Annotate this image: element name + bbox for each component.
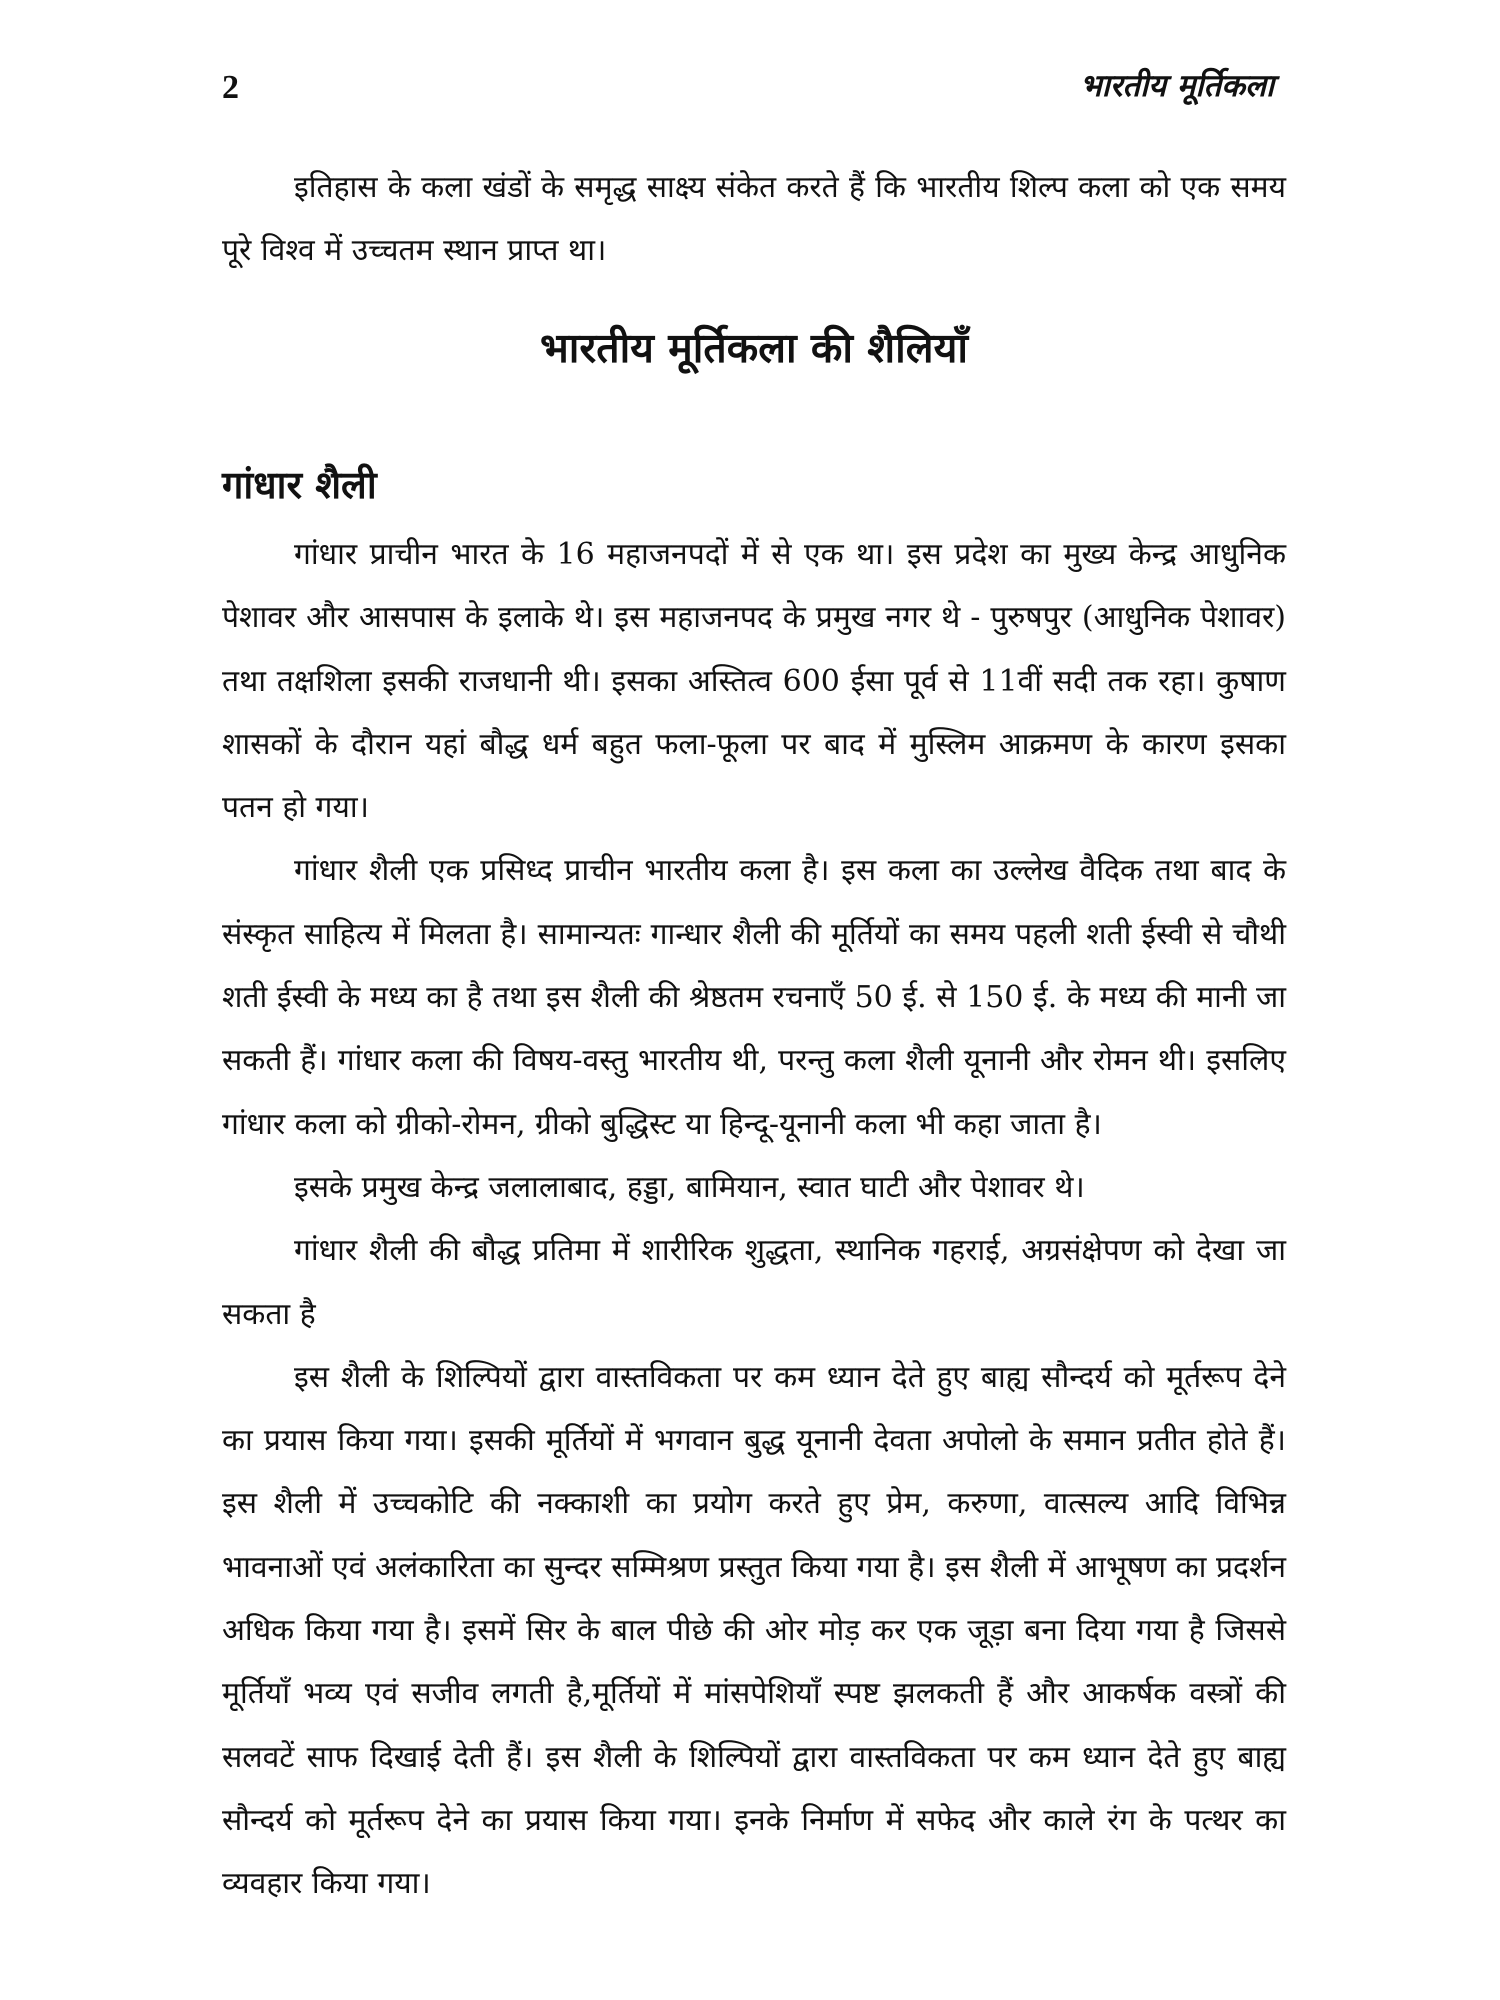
paragraph: गांधार प्राचीन भारत के 16 महाजनपदों में से एक था। इस प्रदेश का मुख्य केन्द्र आधुनिक पेशावर और आसपास के इलाके थे। इस महाजनपद के प्रमुख नगर थे - पुरुषपुर (आधुनिक पेशावर) तथा तक्षशिला इसकी राजधानी थी। इसका अस्तित्व 600 ईसा पूर्व से 11वीं सदी तक रहा। कुषाण शासकों के दौरान यहां बौद्ध धर्म बहुत फला-फूला पर बाद में मुस्लिम आक्रमण के कारण इसका पतन हो गया। [222, 537, 1286, 826]
running-head: भारतीय मूर्तिकला [1079, 68, 1274, 104]
page-number: 2 [222, 69, 239, 106]
paragraph: इसके प्रमुख केन्द्र जलालाबाद, हड्डा, बामियान, स्वात घाटी और पेशावर थे। [294, 1169, 1085, 1205]
paragraph: गांधार शैली की बौद्ध प्रतिमा में शारीरिक शुद्धता, स्थानिक गहराई, अग्रसंक्षेपण को देखा जा सकता है [222, 1233, 1286, 1332]
section-title: भारतीय मूर्तिकला की शैलियाँ [539, 324, 969, 372]
paragraph: इस शैली के शिल्पियों द्वारा वास्तविकता पर कम ध्यान देते हुए बाह्य सौन्दर्य को मूर्तरूप देने का प्रयास किया गया। इसकी मूर्तियों में भगवान बुद्ध यूनानी देवता अपोलो के समान प्रतीत होते हैं। इस शैली में उच्चकोटि की नक्काशी का प्रयोग करते हुए प्रेम, करुणा, वात्सल्य आदि विभिन्न भावनाओं एवं अलंकारिता का सुन्दर सम्मिश्रण प्रस्तुत किया गया है। इस शैली में आभूषण का प्रदर्शन अधिक किया गया है। इसमें सिर के बाल पीछे की ओर मोड़ कर एक जूड़ा बना दिया गया है जिससे मूर्तियाँ भव्य एवं सजीव लगती है,मूर्तियों में मांसपेशियाँ स्पष्ट झलकती हैं और आकर्षक वस्त्रों की सलवटें साफ दिखाई देती हैं। इस शैली के शिल्पियों द्वारा वास्तविकता पर कम ध्यान देते हुए बाह्य सौन्दर्य को मूर्तरूप देने का प्रयास किया गया। इनके निर्माण में सफेद और काले रंग के पत्थर का व्यवहार किया गया। [222, 1359, 1286, 1902]
subsection-body [222, 523, 1286, 1916]
paragraph: गांधार शैली एक प्रसिध्द प्राचीन भारतीय कला है। इस कला का उल्लेख वैदिक तथा बाद के संस्कृत साहित्य में मिलता है। सामान्यतः गान्धार शैली की मूर्तियों का समय पहली शती ईस्वी से चौथी शती ईस्वी के मध्य का है तथा इस शैली की श्रेष्ठतम रचनाएँ 50 ई. से 150 ई. के मध्य की मानी जा सकती हैं। गांधार कला की विषय-वस्तु भारतीय थी, परन्तु कला शैली यूनानी और रोमन थी। इसलिए गांधार कला को ग्रीको-रोमन, ग्रीको बुद्धिस्ट या हिन्दू-यूनानी कला भी कहा जाता है। [222, 853, 1286, 1142]
intro-text [222, 156, 1286, 283]
intro-paragraph: इतिहास के कला खंडों के समृद्ध साक्ष्य संकेत करते हैं कि भारतीय शिल्प कला को एक समय पूरे विश्व में उच्चतम स्थान प्राप्त था। [222, 170, 1286, 269]
subsection-heading: गांधार शैली [222, 463, 377, 507]
